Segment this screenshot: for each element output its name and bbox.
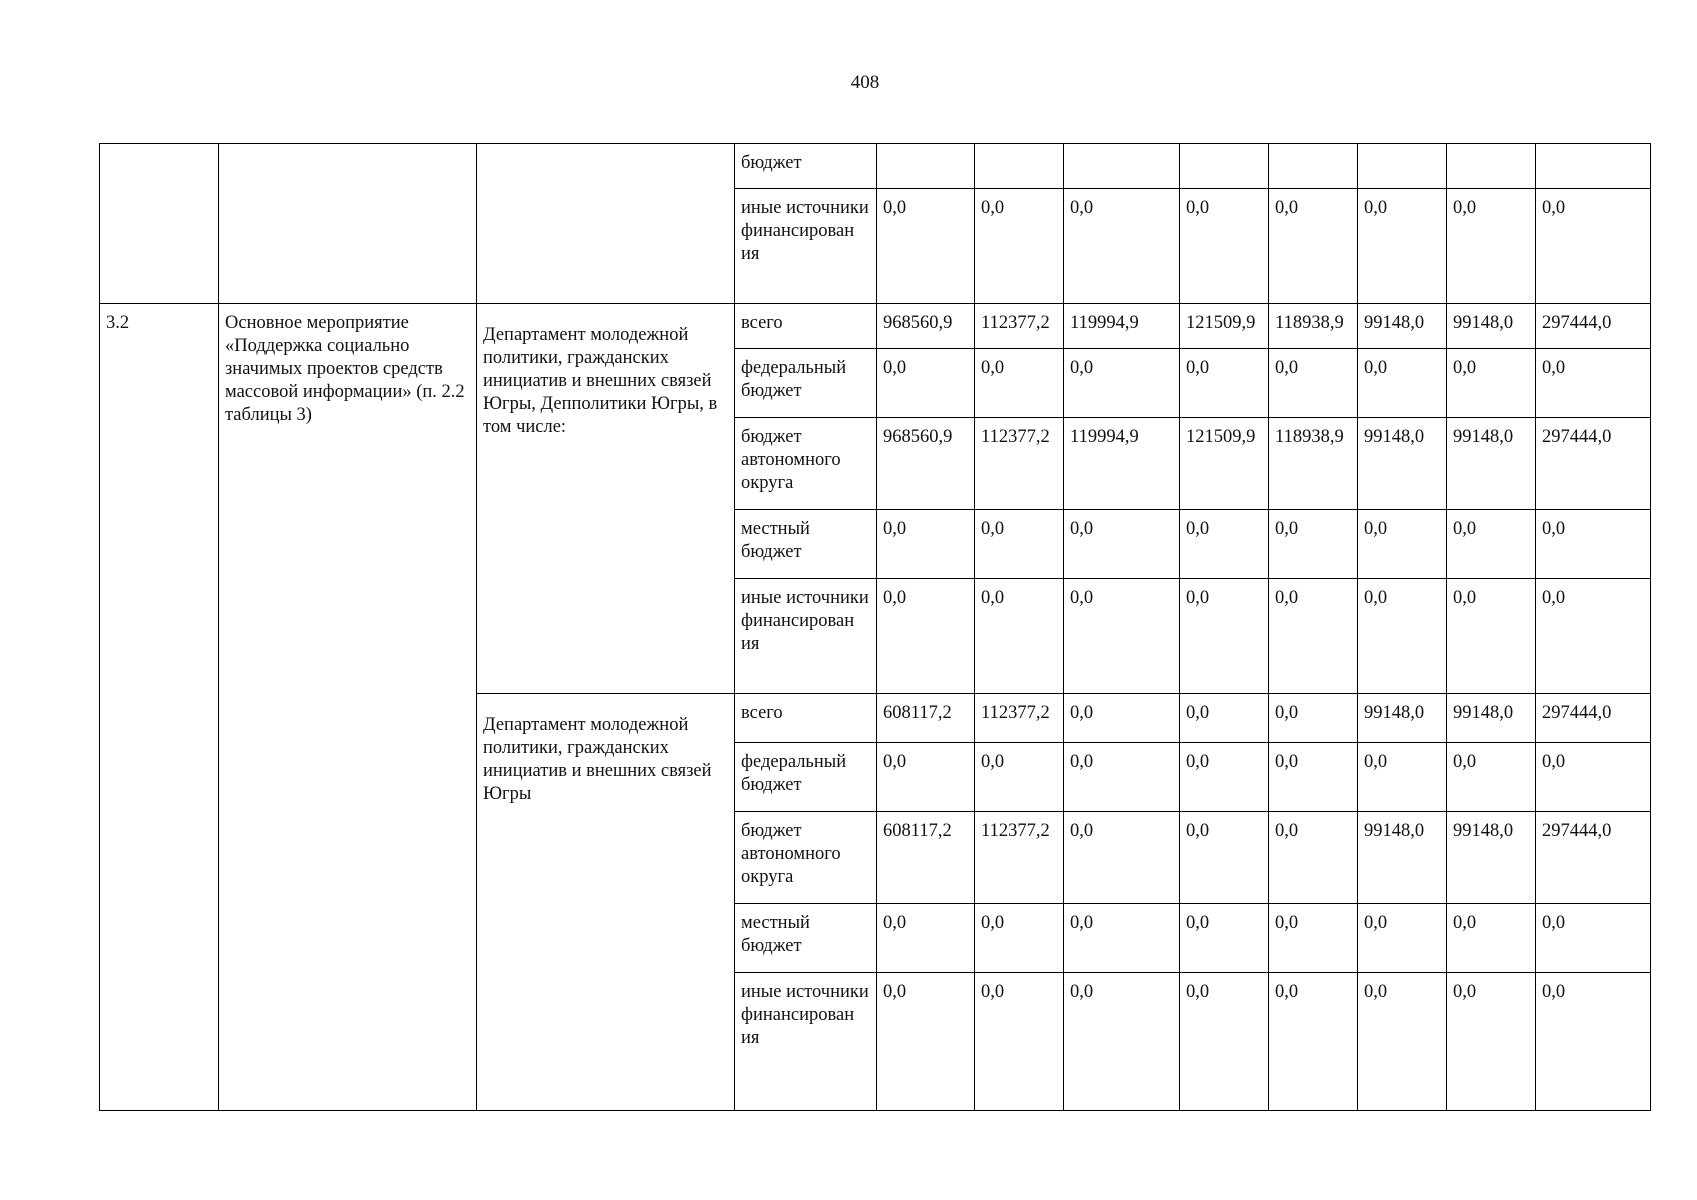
value-cell: 0,0	[877, 579, 975, 694]
value-cell: 99148,0	[1447, 418, 1536, 510]
funding-source: бюджет	[735, 144, 877, 189]
value-cell: 0,0	[1064, 743, 1180, 812]
value-cell: 0,0	[1064, 812, 1180, 904]
value-cell: 0,0	[1269, 694, 1358, 743]
value-cell: 0,0	[1180, 694, 1269, 743]
value-cell	[1358, 144, 1447, 189]
value-cell: 0,0	[1536, 510, 1651, 579]
value-cell	[975, 144, 1064, 189]
value-cell: 0,0	[1358, 579, 1447, 694]
funding-source: местный бюджет	[735, 904, 877, 973]
value-cell: 0,0	[1536, 743, 1651, 812]
value-cell: 0,0	[1180, 812, 1269, 904]
value-cell: 297444,0	[1536, 694, 1651, 743]
value-cell: 0,0	[1064, 349, 1180, 418]
value-cell: 0,0	[1536, 579, 1651, 694]
value-cell: 0,0	[877, 189, 975, 304]
value-cell: 0,0	[1447, 743, 1536, 812]
value-cell: 0,0	[1269, 812, 1358, 904]
activity-cell	[219, 144, 477, 304]
value-cell: 0,0	[1447, 510, 1536, 579]
value-cell: 0,0	[1064, 904, 1180, 973]
value-cell: 0,0	[1064, 694, 1180, 743]
value-cell: 0,0	[877, 349, 975, 418]
value-cell	[1447, 144, 1536, 189]
value-cell: 0,0	[1447, 973, 1536, 1111]
value-cell: 297444,0	[1536, 418, 1651, 510]
value-cell: 0,0	[975, 743, 1064, 812]
value-cell: 0,0	[877, 743, 975, 812]
funding-source: иные источники финансирован ия	[735, 189, 877, 304]
value-cell: 0,0	[1358, 510, 1447, 579]
executor-name: Департамент молодежной политики, гражданских инициатив и внешних связей Югры, Депполитики Югры, в том числе:	[477, 304, 735, 694]
value-cell: 99148,0	[1358, 418, 1447, 510]
value-cell: 297444,0	[1536, 812, 1651, 904]
value-cell: 119994,9	[1064, 418, 1180, 510]
value-cell: 608117,2	[877, 694, 975, 743]
value-cell: 0,0	[1180, 510, 1269, 579]
value-cell: 0,0	[975, 579, 1064, 694]
value-cell: 0,0	[1536, 349, 1651, 418]
value-cell: 0,0	[1269, 510, 1358, 579]
value-cell: 0,0	[877, 510, 975, 579]
executor-name: Департамент молодежной политики, гражданских инициатив и внешних связей Югры	[477, 694, 735, 1111]
value-cell: 0,0	[1358, 973, 1447, 1111]
value-cell	[1180, 144, 1269, 189]
value-cell: 118938,9	[1269, 304, 1358, 349]
value-cell: 0,0	[1447, 579, 1536, 694]
page-number: 408	[850, 72, 880, 93]
value-cell: 968560,9	[877, 418, 975, 510]
value-cell: 0,0	[1180, 349, 1269, 418]
number-cell	[100, 144, 219, 304]
value-cell: 0,0	[877, 973, 975, 1111]
activity-name: Основное мероприятие «Поддержка социально значимых проектов средств массовой информации» (п. 2.2 таблицы 3)	[219, 304, 477, 1111]
value-cell: 0,0	[1536, 973, 1651, 1111]
value-cell: 0,0	[877, 904, 975, 973]
value-cell: 112377,2	[975, 304, 1064, 349]
value-cell: 0,0	[1536, 189, 1651, 304]
value-cell: 968560,9	[877, 304, 975, 349]
value-cell: 0,0	[1269, 579, 1358, 694]
financing-table	[99, 143, 1651, 1111]
value-cell: 0,0	[1180, 743, 1269, 812]
value-cell: 112377,2	[975, 812, 1064, 904]
value-cell: 99148,0	[1447, 812, 1536, 904]
value-cell: 0,0	[975, 349, 1064, 418]
value-cell: 0,0	[1358, 349, 1447, 418]
value-cell: 121509,9	[1180, 418, 1269, 510]
value-cell: 0,0	[1358, 743, 1447, 812]
funding-source: федеральный бюджет	[735, 349, 877, 418]
value-cell: 0,0	[1269, 973, 1358, 1111]
table-row	[100, 304, 1651, 349]
value-cell: 0,0	[1064, 510, 1180, 579]
value-cell: 99148,0	[1358, 304, 1447, 349]
funding-source: федеральный бюджет	[735, 743, 877, 812]
value-cell: 0,0	[1447, 904, 1536, 973]
value-cell: 119994,9	[1064, 304, 1180, 349]
value-cell: 608117,2	[877, 812, 975, 904]
value-cell	[1536, 144, 1651, 189]
value-cell: 0,0	[975, 904, 1064, 973]
value-cell: 0,0	[1358, 904, 1447, 973]
table-row	[100, 144, 1651, 189]
value-cell: 99148,0	[1358, 812, 1447, 904]
value-cell: 121509,9	[1180, 304, 1269, 349]
value-cell: 0,0	[1269, 349, 1358, 418]
value-cell	[1064, 144, 1180, 189]
value-cell: 118938,9	[1269, 418, 1358, 510]
value-cell: 0,0	[1358, 189, 1447, 304]
value-cell: 112377,2	[975, 694, 1064, 743]
value-cell: 0,0	[1447, 349, 1536, 418]
value-cell: 297444,0	[1536, 304, 1651, 349]
value-cell: 0,0	[1269, 904, 1358, 973]
value-cell: 0,0	[1447, 189, 1536, 304]
executor-cell	[477, 144, 735, 304]
funding-source: всего	[735, 304, 877, 349]
item-number: 3.2	[100, 304, 219, 1111]
funding-source: всего	[735, 694, 877, 743]
funding-source: иные источники финансирован ия	[735, 579, 877, 694]
value-cell: 0,0	[1180, 973, 1269, 1111]
value-cell: 0,0	[975, 189, 1064, 304]
value-cell: 99148,0	[1447, 304, 1536, 349]
value-cell: 112377,2	[975, 418, 1064, 510]
value-cell: 0,0	[1269, 743, 1358, 812]
value-cell: 0,0	[1064, 579, 1180, 694]
value-cell: 0,0	[1180, 904, 1269, 973]
funding-source: бюджет автономного округа	[735, 418, 877, 510]
funding-source: бюджет автономного округа	[735, 812, 877, 904]
value-cell: 99148,0	[1447, 694, 1536, 743]
value-cell: 0,0	[975, 973, 1064, 1111]
value-cell: 0,0	[1180, 189, 1269, 304]
value-cell	[877, 144, 975, 189]
value-cell: 0,0	[975, 510, 1064, 579]
value-cell: 0,0	[1536, 904, 1651, 973]
value-cell: 0,0	[1064, 189, 1180, 304]
value-cell: 0,0	[1269, 189, 1358, 304]
value-cell: 0,0	[1180, 579, 1269, 694]
value-cell: 0,0	[1064, 973, 1180, 1111]
value-cell	[1269, 144, 1358, 189]
funding-source: местный бюджет	[735, 510, 877, 579]
funding-source: иные источники финансирован ия	[735, 973, 877, 1111]
value-cell: 99148,0	[1358, 694, 1447, 743]
